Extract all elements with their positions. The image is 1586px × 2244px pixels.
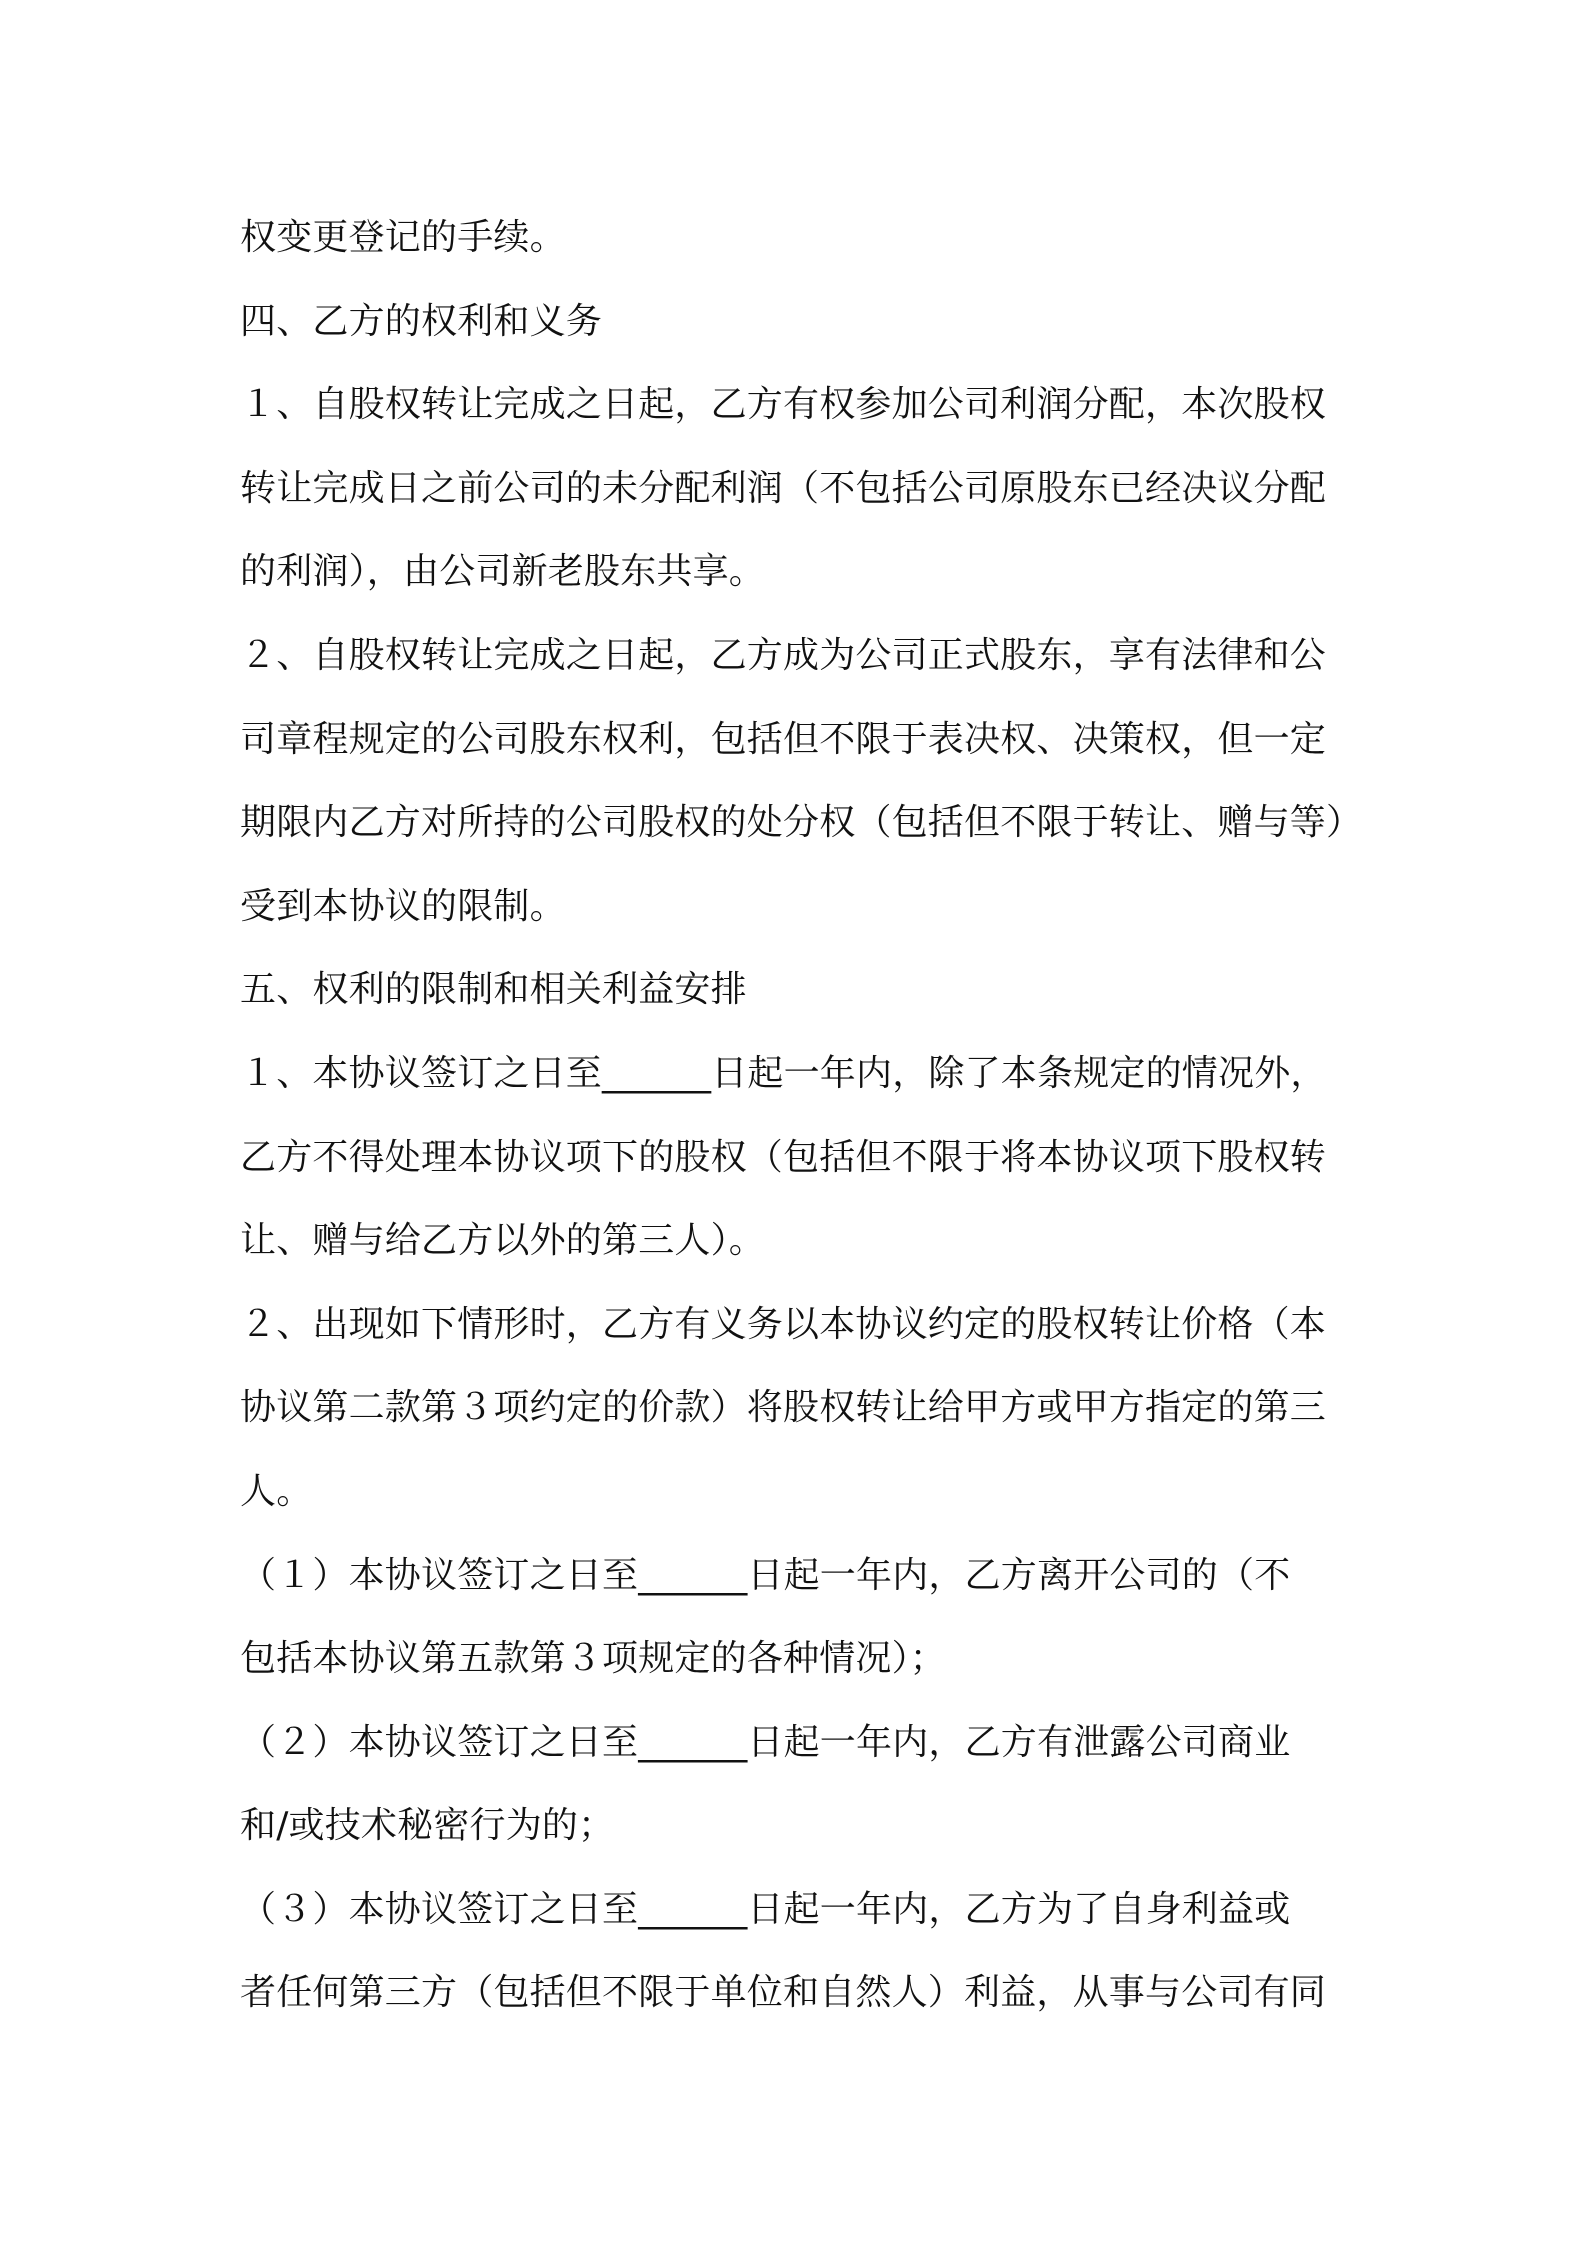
text-line: 包括本协议第五款第３项规定的各种情况）； [240,1638,947,1680]
document-body [240,196,1370,2035]
text-line: ２、自股权转让完成之日起，乙方成为公司正式股东，享有法律和公 [240,634,1327,676]
text-line: 司章程规定的公司股东权利，包括但不限于表决权、决策权，但一定 [240,718,1327,760]
text-line: 期限内乙方对所持的公司股权的处分权（包括但不限于转让、赠与等） [240,802,1363,844]
text-line: （３）本协议签订之日至______日起一年内，乙方为了自身利益或 [240,1888,1291,1930]
text-line: 让、赠与给乙方以外的第三人）。 [240,1220,766,1262]
text-line: （１）本协议签订之日至______日起一年内，乙方离开公司的（不 [240,1554,1291,1596]
section-heading: 五、权利的限制和相关利益安排 [240,969,747,1011]
text-line: 乙方不得处理本协议项下的股权（包括但不限于将本协议项下股权转 [240,1136,1327,1178]
section-heading: 四、乙方的权利和义务 [240,300,603,342]
text-line: 者任何第三方（包括但不限于单位和自然人）利益，从事与公司有同 [240,1972,1327,2014]
text-line: 的利润），由公司新老股东共享。 [240,551,766,593]
text-line: 转让完成日之前公司的未分配利润（不包括公司原股东已经决议分配 [240,467,1327,509]
text-line: １、本协议签订之日至______日起一年内，除了本条规定的情况外， [240,1052,1327,1094]
text-line: （２）本协议签订之日至______日起一年内，乙方有泄露公司商业 [240,1721,1291,1763]
text-line: 协议第二款第３项约定的价款）将股权转让给甲方或甲方指定的第三 [240,1387,1327,1429]
text-line: 人。 [240,1470,313,1512]
text-line: 和/或技术秘密行为的； [240,1805,615,1847]
text-line: １、自股权转让完成之日起，乙方有权参加公司利润分配，本次股权 [240,384,1327,426]
text-line: 权变更登记的手续。 [240,217,566,258]
text-line: 受到本协议的限制。 [240,885,566,927]
text-line: ２、出现如下情形时，乙方有义务以本协议约定的股权转让价格（本 [240,1303,1327,1345]
